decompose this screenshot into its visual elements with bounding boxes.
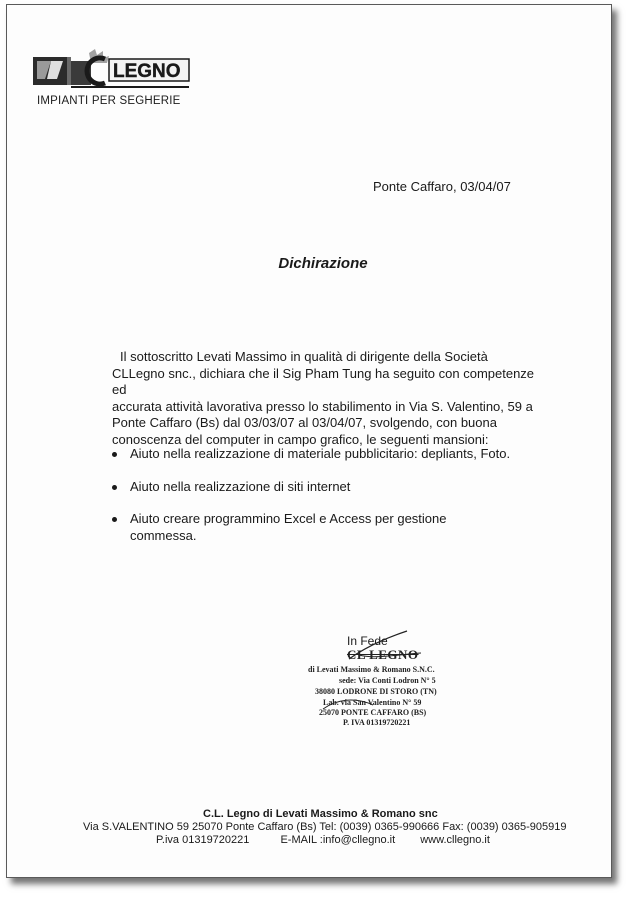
logo-subtitle: IMPIANTI PER SEGHERIE [37, 95, 181, 107]
stamp-line: P. IVA 01319720221 [343, 718, 411, 727]
letter-paragraph [112, 349, 542, 448]
paragraph-line: Ponte Caffaro (Bs) dal 03/03/07 al 03/04/07, svolgendo, con buona [112, 415, 497, 430]
list-item [105, 511, 490, 544]
footer-address: Via S.VALENTINO 59 25070 Ponte Caffaro (Bs) Tel: (0039) 0365-990666 Fax: (0039) 0365-905919 [83, 821, 567, 833]
list-item-text: Aiuto nella realizzazione di siti internet [130, 478, 351, 494]
letter-date: Ponte Caffaro, 03/04/07 [373, 179, 511, 194]
stamp-line: Lab. via San Valentino N° 59 [323, 698, 422, 707]
footer-piva: P.iva 01319720221 [156, 834, 250, 846]
bullet-icon [112, 517, 117, 522]
list-item [105, 479, 545, 496]
list-item-text: Aiuto nella realizzazione di materiale pubblicitario: depliants, Foto. [130, 446, 511, 461]
handwritten-signature-icon [303, 625, 483, 725]
bullet-icon [112, 485, 117, 490]
letter-title: Dichirazione [278, 255, 368, 272]
list-item-text: Aiuto creare programmino Excel e Access per gestione commessa. [130, 511, 447, 543]
paragraph-line: conoscenza del computer in campo grafico, le seguenti mansioni: [112, 431, 489, 447]
list-item [105, 446, 545, 463]
stamp-line: 25070 PONTE CAFFARO (BS) [319, 708, 427, 717]
closing-text: In Fede [347, 634, 388, 648]
bullet-icon [112, 452, 117, 457]
logo-mark-icon [31, 49, 191, 95]
stamp-line: 38080 LODRONE DI STORO (TN) [315, 687, 437, 696]
letter-page [6, 4, 612, 878]
footer-company: C.L. Legno di Levati Massimo & Romano snc [203, 808, 438, 820]
paragraph-line: CLLegno snc., dichiara che il Sig Pham Tung ha seguito con competenze ed [112, 365, 535, 397]
paragraph-line: Il sottoscritto Levati Massimo in qualità di dirigente della Società [120, 349, 488, 364]
logo-word: LEGNO [113, 61, 181, 82]
footer-email: E-MAIL :info@cllegno.it [280, 834, 396, 846]
stamp-name: CL LEGNO [347, 647, 419, 662]
duties-list [105, 446, 545, 560]
stamp-line: di Levati Massimo & Romano S.N.C. [308, 665, 435, 674]
footer-contacts [156, 834, 490, 847]
stamp-line: sede: Via Conti Lodron N° 5 [339, 676, 436, 685]
footer-website: www.cllegno.it [420, 834, 490, 846]
company-logo [31, 49, 191, 95]
paragraph-line: accurata attività lavorativa presso lo stabilimento in Via S. Valentino, 59 a [112, 398, 533, 414]
